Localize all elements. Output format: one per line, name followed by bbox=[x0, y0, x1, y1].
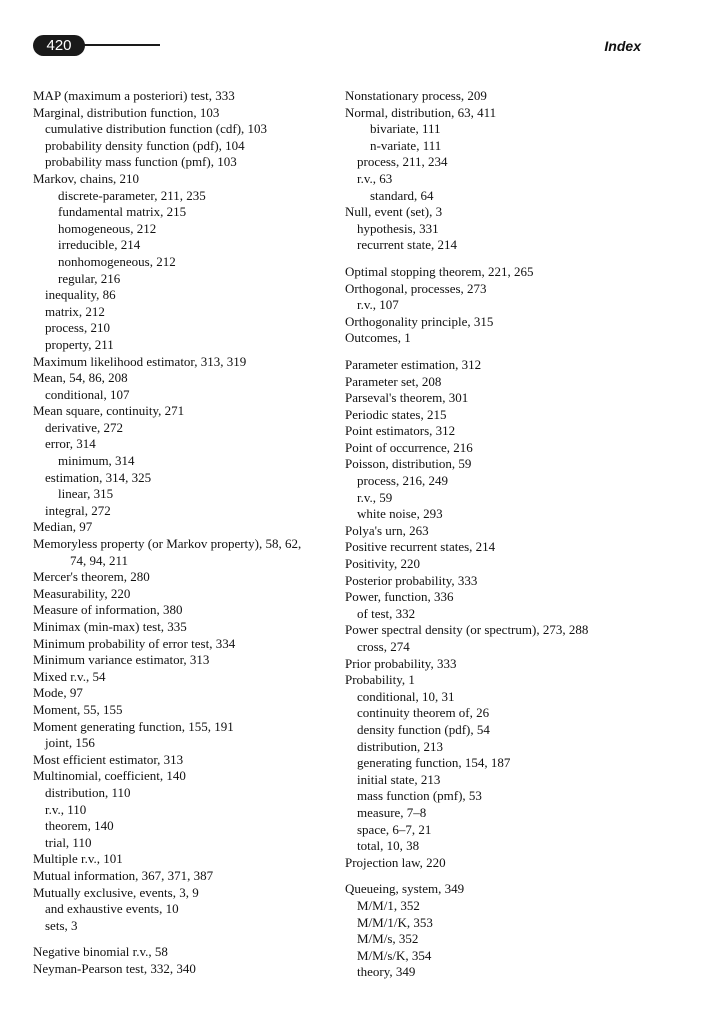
index-entry: Measure of information, 380 bbox=[33, 602, 183, 618]
index-subentry: M/M/s/K, 354 bbox=[357, 947, 432, 963]
index-subentry: inequality, 86 bbox=[45, 287, 116, 303]
index-entry: Moment generating function, 155, 191 bbox=[33, 718, 234, 734]
index-subentry: derivative, 272 bbox=[45, 419, 123, 435]
index-subentry: process, 210 bbox=[45, 320, 110, 336]
index-entry: Posterior probability, 333 bbox=[345, 572, 478, 588]
index-subentry: linear, 315 bbox=[58, 486, 114, 502]
index-subentry: generating function, 154, 187 bbox=[357, 755, 511, 771]
index-subentry: M/M/1/K, 353 bbox=[357, 914, 433, 930]
index-entry: Parameter set, 208 bbox=[345, 373, 442, 389]
index-subentry: cross, 274 bbox=[357, 639, 410, 654]
section-gap bbox=[345, 254, 665, 264]
index-entry: Measurability, 220 bbox=[33, 585, 131, 601]
index-entry: Mean square, continuity, 271 bbox=[33, 403, 185, 419]
index-column-left bbox=[33, 88, 353, 977]
index-subentry: theory, 349 bbox=[357, 964, 416, 980]
index-subentry: total, 10, 38 bbox=[357, 838, 420, 854]
index-subentry: minimum, 314 bbox=[58, 453, 135, 469]
index-subentry: standard, 64 bbox=[370, 187, 434, 203]
index-subentry: joint, 156 bbox=[45, 735, 95, 751]
index-entry: Mean, 54, 86, 208 bbox=[33, 370, 128, 386]
index-entry: Median, 97 bbox=[33, 519, 93, 535]
index-entry: Multinomial, coefficient, 140 bbox=[33, 768, 186, 784]
page-number-badge: 420 bbox=[33, 35, 85, 56]
index-entry: Poisson, distribution, 59 bbox=[345, 456, 472, 472]
index-subentry: conditional, 107 bbox=[45, 386, 130, 402]
index-entry: Normal, distribution, 63, 411 bbox=[345, 104, 497, 120]
page-header bbox=[0, 30, 706, 62]
index-subentry: density function (pdf), 54 bbox=[357, 721, 490, 737]
index-subentry: conditional, 10, 31 bbox=[357, 688, 455, 704]
index-entry: Mutually exclusive, events, 3, 9 bbox=[33, 884, 199, 900]
index-subentry: M/M/s, 352 bbox=[357, 931, 419, 947]
index-subentry: trial, 110 bbox=[45, 834, 92, 850]
index-subentry: n-variate, 111 bbox=[370, 137, 442, 153]
index-subentry: r.v., 63 bbox=[357, 170, 393, 186]
index-subentry: sets, 3 bbox=[45, 917, 78, 933]
index-entry: Orthogonal, processes, 273 bbox=[345, 280, 487, 296]
index-entry: Projection law, 220 bbox=[345, 854, 446, 870]
index-entry: Outcomes, 1 bbox=[345, 330, 411, 346]
index-entry: Probability, 1 bbox=[345, 672, 415, 688]
index-entry: Polya's urn, 263 bbox=[345, 522, 429, 538]
index-subentry: probability density function (pdf), 104 bbox=[45, 137, 245, 153]
index-subentry: of test, 332 bbox=[357, 605, 416, 621]
index-entry: Queueing, system, 349 bbox=[345, 881, 465, 897]
index-entry: Mutual information, 367, 371, 387 bbox=[33, 867, 214, 883]
index-entry: Power, function, 336 bbox=[345, 589, 454, 605]
index-entry: Parseval's theorem, 301 bbox=[345, 390, 469, 406]
index-entry: Minimum variance estimator, 313 bbox=[33, 652, 210, 668]
index-entry: Periodic states, 215 bbox=[345, 406, 447, 422]
index-subentry: continuity theorem of, 26 bbox=[357, 705, 490, 721]
index-entry: Point of occurrence, 216 bbox=[345, 439, 473, 455]
index-entry: Neyman-Pearson test, 332, 340 bbox=[33, 960, 196, 976]
index-subentry: estimation, 314, 325 bbox=[45, 469, 152, 485]
index-subentry: r.v., 110 bbox=[45, 801, 87, 817]
index-subentry: nonhomogeneous, 212 bbox=[58, 253, 176, 269]
section-gap bbox=[33, 934, 353, 944]
index-entry: Moment, 55, 155 bbox=[33, 701, 123, 717]
index-subentry: hypothesis, 331 bbox=[357, 220, 439, 236]
index-entry: Minimax (min-max) test, 335 bbox=[33, 619, 187, 634]
index-entry: Mixed r.v., 54 bbox=[33, 668, 106, 684]
section-title: Index bbox=[604, 38, 641, 54]
index-subentry: r.v., 107 bbox=[357, 297, 399, 313]
index-entry: Point estimators, 312 bbox=[345, 423, 456, 439]
section-gap bbox=[345, 871, 665, 881]
index-column-right bbox=[345, 88, 665, 981]
header-rule bbox=[80, 44, 160, 46]
index-entry: Power spectral density (or spectrum), 273, 288 bbox=[345, 622, 589, 638]
index-subentry: irreducible, 214 bbox=[58, 237, 141, 253]
index-entry: Orthogonality principle, 315 bbox=[345, 313, 494, 329]
index-entry: Positive recurrent states, 214 bbox=[345, 539, 496, 555]
index-subentry: and exhaustive events, 10 bbox=[45, 901, 179, 917]
index-subentry: process, 211, 234 bbox=[357, 154, 448, 170]
index-subentry: space, 6–7, 21 bbox=[357, 821, 432, 837]
index-entry: Positivity, 220 bbox=[345, 556, 421, 572]
index-subentry: r.v., 59 bbox=[357, 489, 393, 505]
index-entry: Most efficient estimator, 313 bbox=[33, 751, 184, 767]
index-entry: Negative binomial r.v., 58 bbox=[33, 944, 168, 960]
index-subentry: initial state, 213 bbox=[357, 771, 441, 787]
index-subentry: distribution, 110 bbox=[45, 784, 131, 800]
index-subentry: homogeneous, 212 bbox=[58, 220, 157, 236]
index-subentry: 74, 94, 211 bbox=[70, 552, 129, 568]
index-subentry: bivariate, 111 bbox=[370, 121, 441, 137]
index-entry: Memoryless property (or Markov property), 58, 62, bbox=[33, 536, 302, 552]
index-subentry: mass function (pmf), 53 bbox=[357, 788, 482, 804]
index-entry: Marginal, distribution function, 103 bbox=[33, 104, 220, 120]
index-entry: Minimum probability of error test, 334 bbox=[33, 635, 236, 651]
index-subentry: error, 314 bbox=[45, 436, 96, 452]
index-subentry: recurrent state, 214 bbox=[357, 237, 457, 253]
index-entry: Parameter estimation, 312 bbox=[345, 356, 482, 372]
index-entry: Multiple r.v., 101 bbox=[33, 851, 123, 867]
index-subentry: theorem, 140 bbox=[45, 818, 114, 834]
index-subentry: property, 211 bbox=[45, 336, 114, 352]
index-subentry: discrete-parameter, 211, 235 bbox=[58, 187, 206, 203]
section-gap bbox=[345, 347, 665, 357]
index-subentry: process, 216, 249 bbox=[357, 473, 448, 489]
index-entry: Prior probability, 333 bbox=[345, 655, 457, 671]
index-subentry: M/M/1, 352 bbox=[357, 897, 420, 913]
index-entry: Maximum likelihood estimator, 313, 319 bbox=[33, 353, 247, 369]
index-subentry: probability mass function (pmf), 103 bbox=[45, 154, 237, 170]
index-subentry: regular, 216 bbox=[58, 270, 121, 286]
index-subentry: integral, 272 bbox=[45, 502, 111, 518]
index-subentry: fundamental matrix, 215 bbox=[58, 204, 187, 220]
index-subentry: distribution, 213 bbox=[357, 738, 443, 754]
index-subentry: measure, 7–8 bbox=[357, 804, 427, 820]
index-entry: Mercer's theorem, 280 bbox=[33, 569, 150, 585]
index-subentry: white noise, 293 bbox=[357, 506, 443, 522]
index-entry: Null, event (set), 3 bbox=[345, 204, 443, 220]
index-subentry: cumulative distribution function (cdf), 103 bbox=[45, 121, 268, 137]
index-entry: Markov, chains, 210 bbox=[33, 170, 140, 186]
index-subentry: matrix, 212 bbox=[45, 303, 105, 319]
index-entry: Mode, 97 bbox=[33, 685, 83, 701]
index-entry: MAP (maximum a posteriori) test, 333 bbox=[33, 88, 235, 103]
index-entry: Nonstationary process, 209 bbox=[345, 88, 487, 103]
index-entry: Optimal stopping theorem, 221, 265 bbox=[345, 263, 534, 279]
